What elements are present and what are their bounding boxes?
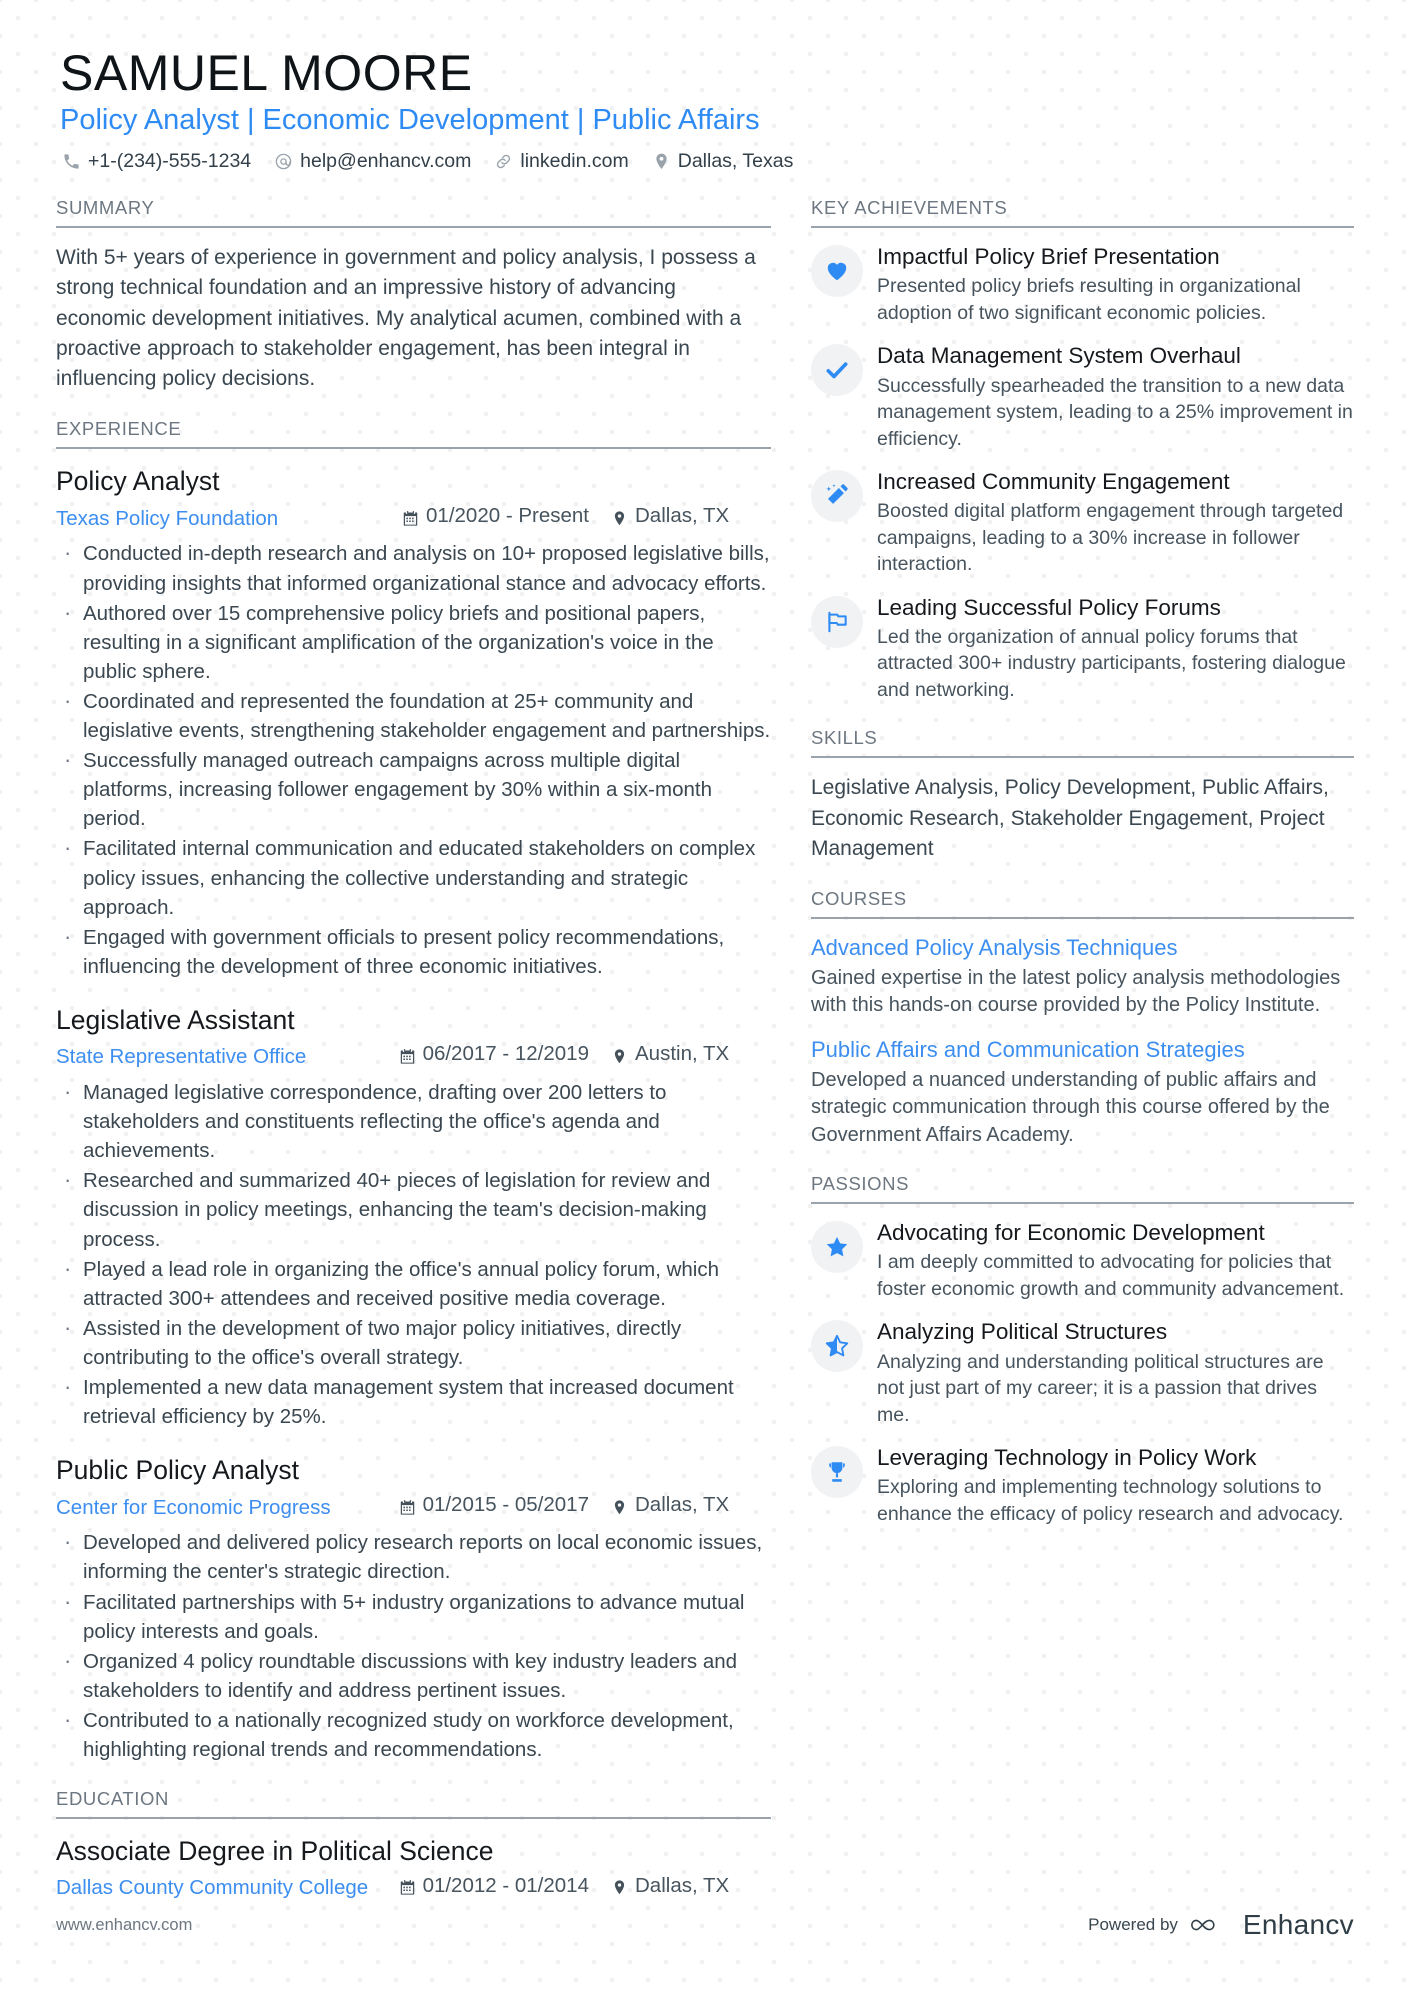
- section-heading-courses: COURSES: [811, 888, 1354, 919]
- flag-icon: [811, 596, 863, 648]
- magic-wand-icon: [811, 470, 863, 522]
- education-location-value: Dallas, TX: [635, 1873, 730, 1897]
- course-description: Gained expertise in the latest policy analysis methodologies with this hands-on course provided by the Policy Institute.: [811, 966, 1341, 1017]
- job-dates: [399, 1491, 589, 1520]
- job-location: [611, 1491, 771, 1520]
- experience-item: [56, 1003, 771, 1431]
- passion-body: [877, 1318, 1354, 1428]
- location-pin-icon: [611, 1879, 628, 1896]
- location-pin-icon: [611, 1499, 628, 1516]
- job-bullet: · Contributed to a nationally recognized study on workforce development, highlighting regional trends and recommendations.: [56, 1706, 771, 1764]
- courses-list: [811, 934, 1354, 1149]
- job-location-value: Austin, TX: [635, 1042, 730, 1066]
- section-heading-passions: PASSIONS: [811, 1173, 1354, 1204]
- contact-email-value: help@enhancv.com: [300, 150, 472, 173]
- contact-row: [62, 150, 1354, 173]
- enhancv-logo-icon: [1190, 1912, 1234, 1938]
- job-location-value: Dallas, TX: [635, 1492, 730, 1516]
- passion-description: Exploring and implementing technology solutions to enhance the efficacy of policy research and advocacy.: [877, 1476, 1344, 1525]
- job-company[interactable]: Center for Economic Progress: [56, 1495, 331, 1519]
- key-achievement-title: Leading Successful Policy Forums: [877, 594, 1221, 620]
- passion-body: [877, 1219, 1354, 1302]
- contact-phone[interactable]: [62, 150, 251, 173]
- contact-linkedin[interactable]: [494, 150, 628, 173]
- brand-logo: [1190, 1909, 1354, 1941]
- education-school[interactable]: Dallas County Community College: [56, 1876, 369, 1900]
- job-location: [611, 502, 771, 531]
- resume-header: [56, 46, 1354, 173]
- course-item: [811, 934, 1354, 1020]
- powered-by-label: Powered by: [1088, 1915, 1178, 1934]
- passions-list: [811, 1219, 1354, 1527]
- experience-item: [56, 464, 771, 981]
- section-heading-skills: SKILLS: [811, 727, 1354, 758]
- key-achievement-body: [877, 594, 1354, 704]
- experience-list: [56, 464, 771, 1764]
- education-list: [56, 1834, 771, 1903]
- key-achievement-description: Successfully spearheaded the transition to a new data management system, leading to a 25% improvement in efficiency.: [877, 374, 1353, 450]
- job-dates-value: 06/2017 - 12/2019: [422, 1042, 589, 1066]
- job-bullet: · Conducted in-depth research and analysis on 10+ proposed legislative bills, providing insights that informed organizational stance and advocacy efforts.: [56, 539, 771, 597]
- course-item: [811, 1036, 1354, 1149]
- key-achievement-title: Impactful Policy Brief Presentation: [877, 244, 1220, 270]
- experience-item: [56, 1453, 771, 1764]
- job-meta: [56, 1491, 771, 1523]
- job-bullet: · Researched and summarized 40+ pieces of legislation for review and discussion in policy meetings, enhancing the team's decision-making process.: [56, 1166, 771, 1253]
- job-bullet-list: [56, 1078, 771, 1431]
- course-description: Developed a nuanced understanding of public affairs and strategic communication through this course offered by the Government Affairs Academy.: [811, 1068, 1330, 1146]
- job-dates-value: 01/2020 - Present: [426, 503, 589, 527]
- contact-location: [652, 150, 794, 173]
- job-company[interactable]: Texas Policy Foundation: [56, 506, 279, 530]
- passion-description: I am deeply committed to advocating for policies that foster economic growth and community advancement.: [877, 1251, 1345, 1300]
- contact-linkedin-value: linkedin.com: [520, 150, 629, 173]
- key-achievement-item: [811, 342, 1354, 452]
- passion-title: Analyzing Political Structures: [877, 1319, 1168, 1345]
- course-name[interactable]: Public Affairs and Communication Strategies: [811, 1036, 1245, 1062]
- job-bullet: · Facilitated partnerships with 5+ industry organizations to advance mutual policy interests and goals.: [56, 1588, 771, 1646]
- job-bullet: · Successfully managed outreach campaigns across multiple digital platforms, increasing follower engagement by 30% within a six-month period.: [56, 746, 771, 833]
- calendar-icon: [399, 1048, 416, 1065]
- passion-item: [811, 1444, 1354, 1527]
- summary-text: With 5+ years of experience in government and policy analysis, I possess a strong technical foundation and an impressive history of advancing economic development initiatives. My analytical acumen, combined with a proactive approach to stakeholder engagement, has been integral in influencing policy decisions.: [56, 246, 756, 391]
- calendar-icon: [399, 1499, 416, 1516]
- location-pin-icon: [611, 1048, 628, 1065]
- resume-body: [56, 197, 1354, 1927]
- footer-website[interactable]: www.enhancv.com: [56, 1915, 193, 1934]
- section-experience: [56, 418, 771, 1764]
- key-achievement-item: [811, 594, 1354, 704]
- job-dates: [399, 1040, 589, 1069]
- job-bullet: · Engaged with government officials to present policy recommendations, influencing the development of three economic initiatives.: [56, 923, 771, 981]
- education-dates-value: 01/2012 - 01/2014: [422, 1873, 589, 1897]
- brand-name: Enhancv: [1242, 1909, 1354, 1940]
- job-meta: [56, 1040, 771, 1072]
- passion-title: Advocating for Economic Development: [877, 1220, 1265, 1246]
- key-achievement-body: [877, 468, 1354, 578]
- section-heading-experience: EXPERIENCE: [56, 418, 771, 449]
- key-achievement-item: [811, 243, 1354, 326]
- calendar-icon: [399, 1879, 416, 1896]
- job-location: [611, 1040, 771, 1069]
- key-achievement-title: Increased Community Engagement: [877, 469, 1230, 495]
- passion-title: Leveraging Technology in Policy Work: [877, 1445, 1257, 1471]
- section-summary: [56, 197, 771, 394]
- section-skills: [811, 727, 1354, 864]
- contact-email[interactable]: [274, 150, 471, 173]
- passion-item: [811, 1219, 1354, 1302]
- education-location: [611, 1872, 771, 1901]
- key-achievement-description: Boosted digital platform engagement through targeted campaigns, leading to a 30% increase in follower interaction.: [877, 500, 1344, 576]
- education-degree: Associate Degree in Political Science: [56, 1836, 494, 1867]
- job-title: Legislative Assistant: [56, 1005, 295, 1036]
- job-title: Public Policy Analyst: [56, 1455, 300, 1486]
- key-achievement-description: Presented policy briefs resulting in organizational adoption of two significant economic policies.: [877, 275, 1301, 324]
- email-icon: [274, 152, 293, 171]
- phone-icon: [62, 152, 81, 171]
- section-passions: [811, 1173, 1354, 1527]
- job-dates-value: 01/2015 - 05/2017: [422, 1492, 589, 1516]
- right-column: [811, 197, 1354, 1551]
- key-achievement-body: [877, 342, 1354, 452]
- job-bullet: · Implemented a new data management system that increased document retrieval efficiency by 25%.: [56, 1373, 771, 1431]
- key-achievements-list: [811, 243, 1354, 703]
- job-bullet: · Developed and delivered policy research reports on local economic issues, informing the center's strategic direction.: [56, 1528, 771, 1586]
- education-meta: [56, 1872, 771, 1904]
- check-icon: [811, 344, 863, 396]
- calendar-icon: [402, 510, 419, 527]
- key-achievement-description: Led the organization of annual policy forums that attracted 300+ industry participants, fostering dialogue and networking.: [877, 625, 1346, 701]
- section-heading-key-achievements: KEY ACHIEVEMENTS: [811, 197, 1354, 228]
- section-key-achievements: [811, 197, 1354, 703]
- passion-body: [877, 1444, 1354, 1527]
- job-bullet: · Facilitated internal communication and educated stakeholders on complex policy issues, enhancing the collective understanding and strategic approach.: [56, 834, 771, 921]
- section-heading-summary: SUMMARY: [56, 197, 771, 228]
- job-bullet: · Coordinated and represented the foundation at 25+ community and legislative events, strengthening stakeholder engagement and partnerships.: [56, 687, 771, 745]
- heart-icon: [811, 245, 863, 297]
- education-item: [56, 1834, 771, 1903]
- link-icon: [494, 152, 513, 171]
- passion-item: [811, 1318, 1354, 1428]
- job-company[interactable]: State Representative Office: [56, 1045, 307, 1069]
- location-pin-icon: [652, 152, 671, 171]
- contact-location-value: Dallas, Texas: [677, 150, 794, 173]
- trophy-icon: [811, 1446, 863, 1498]
- passion-description: Analyzing and understanding political structures are not just part of my career; it is a passion that drives me.: [877, 1350, 1324, 1426]
- page-title: SAMUEL MOORE: [60, 45, 473, 101]
- job-dates: [402, 502, 589, 531]
- half-star-icon: [811, 1320, 863, 1372]
- education-dates: [399, 1872, 589, 1901]
- key-achievement-body: [877, 243, 1354, 326]
- job-meta: [56, 502, 771, 534]
- professional-headline: Policy Analyst | Economic Development | Public Affairs: [60, 104, 760, 136]
- key-achievement-title: Data Management System Overhaul: [877, 343, 1241, 369]
- location-pin-icon: [611, 510, 628, 527]
- contact-phone-value: +1-(234)-555-1234: [88, 150, 252, 173]
- course-name[interactable]: Advanced Policy Analysis Techniques: [811, 935, 1178, 961]
- job-title: Policy Analyst: [56, 466, 220, 497]
- page-footer: [56, 1909, 1354, 1941]
- section-courses: [811, 888, 1354, 1149]
- footer-branding: [1088, 1909, 1354, 1941]
- job-bullet-list: [56, 1528, 771, 1764]
- section-heading-education: EDUCATION: [56, 1788, 771, 1819]
- job-location-value: Dallas, TX: [635, 503, 730, 527]
- job-bullet: · Organized 4 policy roundtable discussions with key industry leaders and stakeholders to identify and address pertinent issues.: [56, 1647, 771, 1705]
- section-education: [56, 1788, 771, 1903]
- key-achievement-item: [811, 468, 1354, 578]
- job-bullet: · Authored over 15 comprehensive policy briefs and positional papers, resulting in a significant amplification of the organization's voice in the public sphere.: [56, 599, 771, 686]
- job-bullet-list: [56, 539, 771, 981]
- star-icon: [811, 1221, 863, 1273]
- skills-text: Legislative Analysis, Policy Development, Public Affairs, Economic Research, Stakeholder Engagement, Project Management: [811, 776, 1329, 860]
- job-bullet: · Assisted in the development of two major policy initiatives, directly contributing to the office's overall strategy.: [56, 1314, 771, 1372]
- job-bullet: · Played a lead role in organizing the office's annual policy forum, which attracted 300+ attendees and received positive media coverage.: [56, 1255, 771, 1313]
- left-column: [56, 197, 811, 1927]
- job-bullet: · Managed legislative correspondence, drafting over 200 letters to stakeholders and constituents reflecting the office's agenda and achievements.: [56, 1078, 771, 1165]
